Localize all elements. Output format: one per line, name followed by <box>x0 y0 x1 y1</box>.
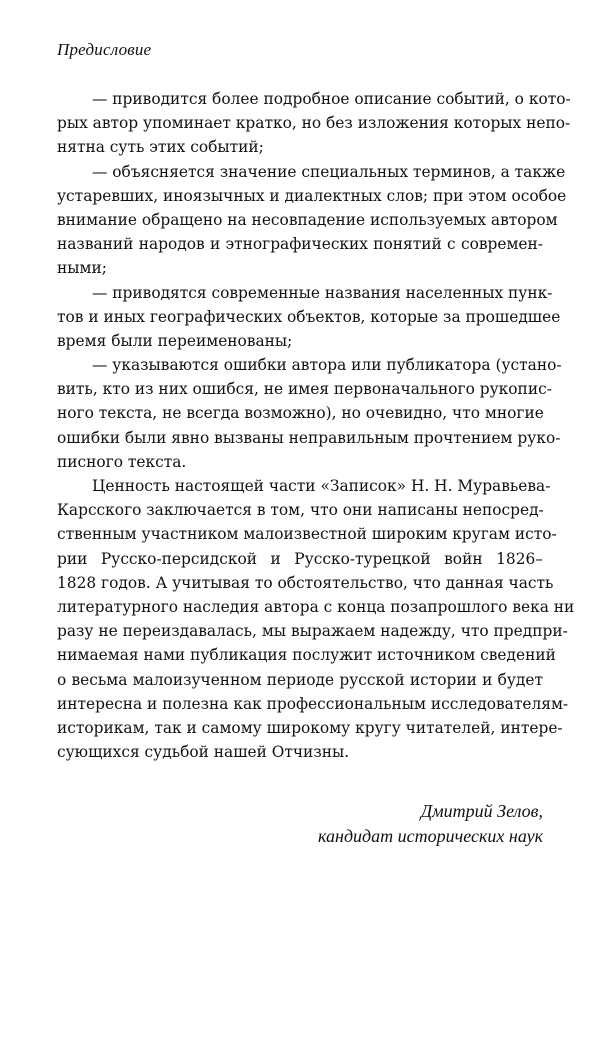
text-line: — указываются ошибки автора или публикатора (устано- <box>92 356 562 375</box>
text-line: рии Русско-персидской и Русско-турецкой войн 1826– <box>57 549 543 568</box>
text-line: ного текста, не всегда возможно), но очевидно, что многие <box>57 404 544 423</box>
text-line: историкам, так и самому широкому кругу читателей, интере- <box>57 718 563 737</box>
text-line: разу не переиздавалась, мы выражаем надежду, что предпри- <box>57 622 568 641</box>
text-line: названий народов и этнографических понятий с современ- <box>57 235 543 254</box>
running-header: Предисловие <box>57 40 152 59</box>
text-line: ными; <box>57 259 107 278</box>
text-line: время были переименованы; <box>57 331 293 350</box>
text-line: ошибки были явно вызваны неправильным прочтением руко- <box>57 428 561 447</box>
text-line: Ценность настоящей части «Записок» Н. Н. Муравьева- <box>92 477 551 495</box>
text-line: ственным участником малоизвестной широким кругам исто- <box>57 525 557 544</box>
text-line: внимание обращено на несовпадение используемых автором <box>57 210 558 229</box>
text-line: рых автор упоминает кратко, но без изложения которых непо- <box>57 114 571 133</box>
text-line: литературного наследия автора с конца позапрошлого века ни <box>57 597 575 616</box>
author-name: Дмитрий Зелов, <box>420 801 543 821</box>
text-line: — приводятся современные названия населенных пунк- <box>92 283 553 302</box>
author-signature <box>318 799 543 849</box>
text-line: 1828 годов. А учитывая то обстоятельство, что данная часть <box>57 573 554 592</box>
text-line: Карсского заключается в том, что они написаны непосред- <box>57 501 544 520</box>
text-line: — приводится более подробное описание событий, о кото- <box>92 90 571 108</box>
text-line: писного текста. <box>57 452 187 471</box>
text-line: интересна и полезна как профессиональным исследователям- <box>57 694 569 713</box>
text-line: — объясняется значение специальных терминов, а также <box>92 162 566 181</box>
text-line: устаревших, иноязычных и диалектных слов; при этом особое <box>57 186 567 205</box>
author-title: кандидат исторических наук <box>318 826 543 846</box>
body-text <box>57 87 575 764</box>
text-line: о весьма малоизученном периоде русской истории и будет <box>57 670 543 689</box>
text-line: нятна суть этих событий; <box>57 138 264 157</box>
text-line: тов и иных географических объектов, которые за прошедшее <box>57 307 561 326</box>
text-line: вить, кто из них ошибся, не имея первоначального рукопис- <box>57 380 552 399</box>
text-line: нимаемая нами публикация послужит источником сведений <box>57 646 556 665</box>
text-line: сующихся судьбой нашей Отчизны. <box>57 743 350 762</box>
